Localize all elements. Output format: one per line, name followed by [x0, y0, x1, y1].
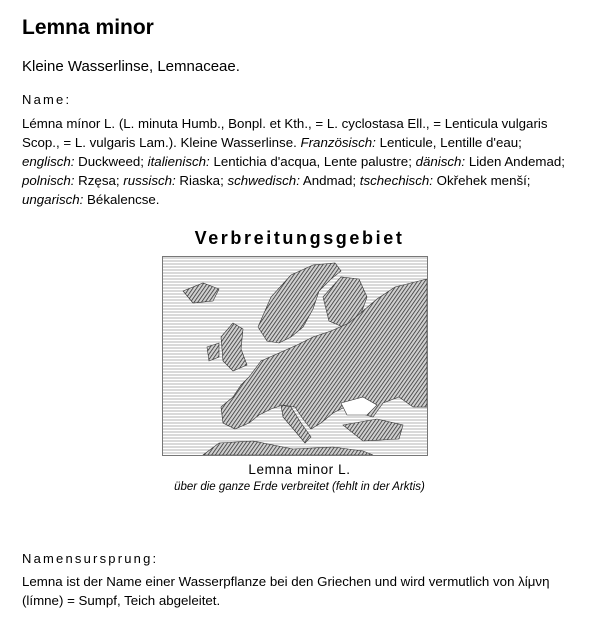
map-note: über die ganze Erde verbreitet (fehlt in der Arktis) [174, 481, 425, 493]
language-label: italienisch: [147, 154, 210, 169]
name-text: Lémna mínor L. (L. minuta Humb., Bonpl. et Kth., = L. cyclostasa Ell., = Lenticula vulgaris Scop., = L. vulgaris Lam.). Kleine Wasserlinse. [22, 116, 548, 150]
language-label: ungarisch: [22, 192, 84, 207]
distribution-map [162, 256, 428, 456]
map-caption: Lemna minor L. [248, 462, 351, 477]
origin-section-label: Namensursprung: [22, 551, 159, 566]
language-label: schwedisch: [227, 173, 300, 188]
name-text: Liden Andemad; [465, 154, 565, 169]
name-text: Lentichia d'acqua, Lente palustre; [209, 154, 416, 169]
name-text: Lenticule, Lentille d'eau; [375, 135, 522, 150]
page-subtitle: Kleine Wasserlinse, Lemnaceae. [22, 58, 240, 75]
name-paragraph [22, 114, 570, 209]
distribution-heading: Verbreitungsgebiet [194, 228, 405, 248]
name-text: Rzęsa; [74, 173, 124, 188]
name-text: Békalencse. [83, 192, 160, 207]
language-label: russisch: [123, 173, 176, 188]
language-label: dänisch: [415, 154, 466, 169]
origin-paragraph: Lemna ist der Name einer Wasserpflanze bei den Griechen und wird vermutlich von λίμνη (límne) = Sumpf, Teich abgeleitet. [22, 574, 550, 608]
name-text: Duckweed; [74, 154, 148, 169]
name-text: Okřehek menší; [432, 173, 531, 188]
page-title: Lemna minor [22, 16, 154, 39]
language-label: polnisch: [22, 173, 75, 188]
name-text: Riaska; [175, 173, 228, 188]
name-section-label: Name: [22, 92, 72, 107]
name-text: Andmad; [299, 173, 360, 188]
language-label: englisch: [22, 154, 75, 169]
language-label: tschechisch: [359, 173, 433, 188]
language-label: Französisch: [300, 135, 376, 150]
